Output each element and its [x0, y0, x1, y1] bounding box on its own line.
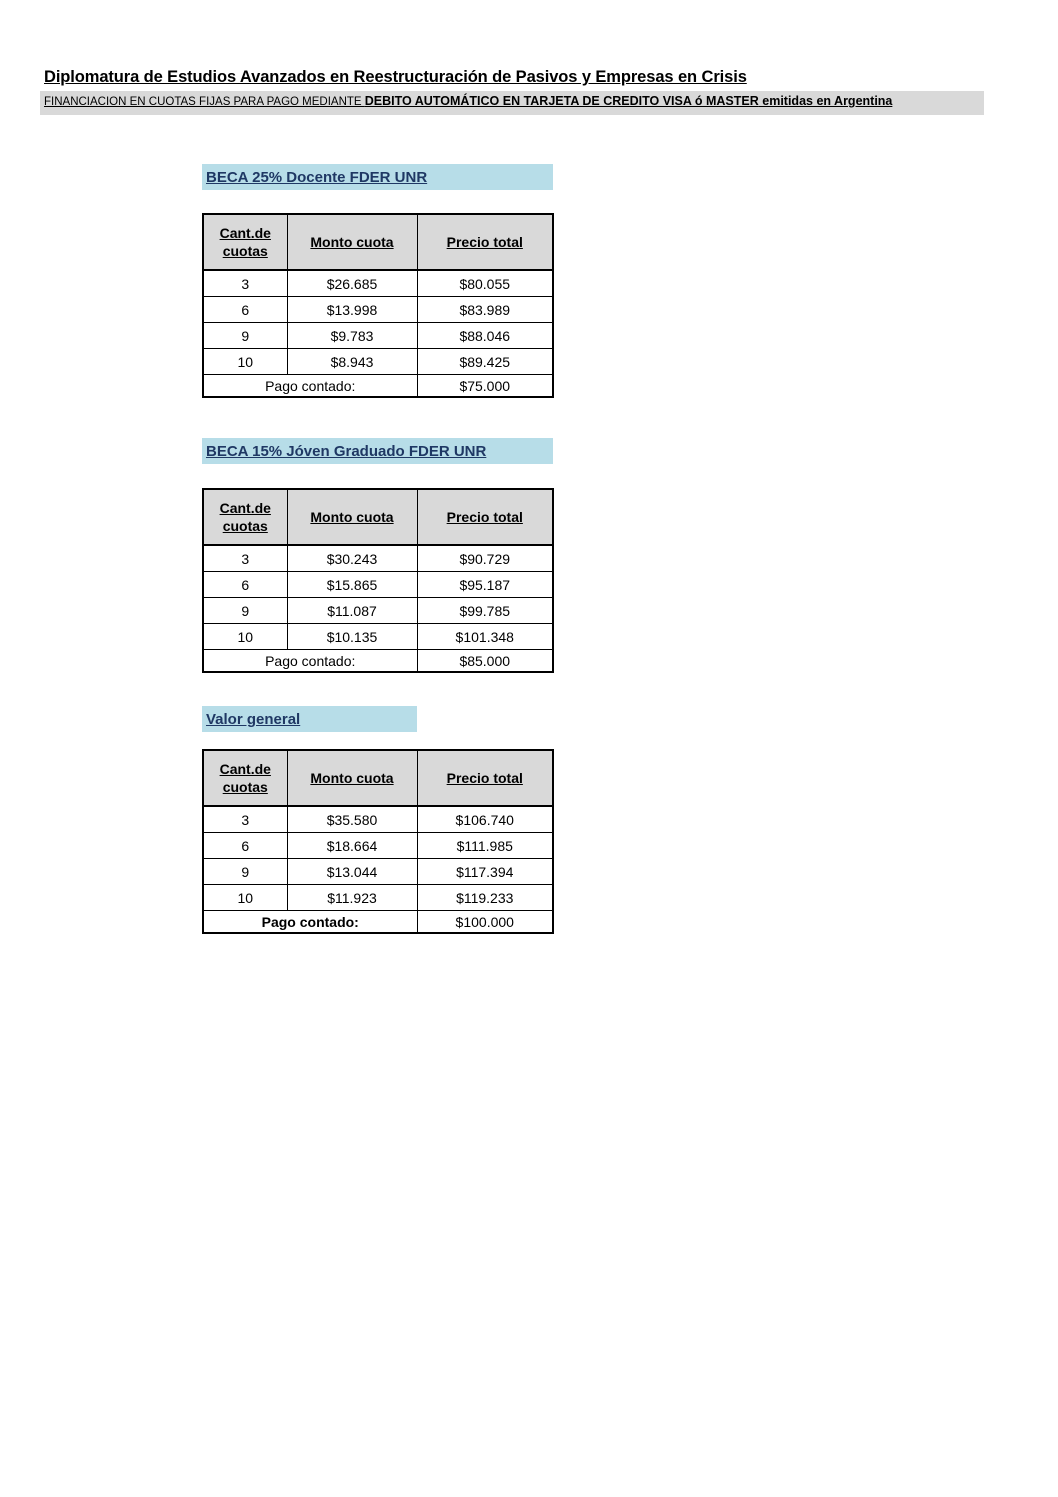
price-table-beca-25: [202, 213, 554, 398]
cell-monto: $10.135: [287, 624, 417, 650]
cell-cuotas: 10: [203, 624, 287, 650]
column-header-monto: Monto cuota: [287, 489, 417, 545]
cell-cuotas: 9: [203, 859, 287, 885]
column-header-monto: Monto cuota: [287, 214, 417, 270]
cell-monto: $8.943: [287, 349, 417, 375]
cell-precio: $90.729: [417, 545, 553, 572]
cell-precio: $106.740: [417, 806, 553, 833]
cell-precio: $101.348: [417, 624, 553, 650]
table-row: [203, 349, 553, 375]
contado-row: [203, 375, 553, 398]
cell-monto: $26.685: [287, 270, 417, 297]
cell-monto: $30.243: [287, 545, 417, 572]
cell-monto: $13.998: [287, 297, 417, 323]
table-row: [203, 859, 553, 885]
subtitle: [44, 94, 892, 108]
column-header-cuotas: Cant.de cuotas: [203, 489, 287, 545]
contado-value: $75.000: [417, 375, 553, 398]
section-title-beca-25: BECA 25% Docente FDER UNR: [202, 164, 553, 190]
column-header-cuotas: Cant.de cuotas: [203, 750, 287, 806]
table-row: [203, 833, 553, 859]
table-row: [203, 598, 553, 624]
contado-row: [203, 650, 553, 673]
column-header-monto: Monto cuota: [287, 750, 417, 806]
contado-value: $100.000: [417, 911, 553, 934]
cell-precio: $99.785: [417, 598, 553, 624]
contado-row: [203, 911, 553, 934]
cell-precio: $80.055: [417, 270, 553, 297]
cell-cuotas: 3: [203, 270, 287, 297]
table-header-row: [203, 750, 553, 806]
table-row: [203, 624, 553, 650]
subtitle-tail-text: emitidas en Argentina: [758, 94, 893, 108]
table-row: [203, 885, 553, 911]
cell-precio: $119.233: [417, 885, 553, 911]
contado-label: Pago contado:: [203, 911, 417, 934]
cell-precio: $95.187: [417, 572, 553, 598]
cell-cuotas: 3: [203, 545, 287, 572]
cell-cuotas: 9: [203, 323, 287, 349]
cell-cuotas: 10: [203, 885, 287, 911]
cell-cuotas: 6: [203, 833, 287, 859]
cell-cuotas: 10: [203, 349, 287, 375]
table-row: [203, 545, 553, 572]
cell-precio: $83.989: [417, 297, 553, 323]
table-row: [203, 297, 553, 323]
page-title: Diplomatura de Estudios Avanzados en Reestructuración de Pasivos y Empresas en Crisis: [44, 68, 747, 86]
table-row: [203, 806, 553, 833]
table-header-row: [203, 489, 553, 545]
table-header-row: [203, 214, 553, 270]
cell-cuotas: 3: [203, 806, 287, 833]
cell-monto: $11.923: [287, 885, 417, 911]
section-title-beca-15: BECA 15% Jóven Graduado FDER UNR: [202, 438, 553, 464]
column-header-cuotas: Cant.de cuotas: [203, 214, 287, 270]
column-header-precio: Precio total: [417, 750, 553, 806]
subtitle-bold-text: DEBITO AUTOMÁTICO EN TARJETA DE CREDITO VISA ó MASTER: [364, 94, 759, 108]
subtitle-light-text: FINANCIACION EN CUOTAS FIJAS PARA PAGO MEDIANTE: [44, 96, 365, 108]
contado-label: Pago contado:: [203, 375, 417, 398]
cell-precio: $89.425: [417, 349, 553, 375]
cell-cuotas: 9: [203, 598, 287, 624]
cell-precio: $111.985: [417, 833, 553, 859]
cell-precio: $117.394: [417, 859, 553, 885]
cell-monto: $11.087: [287, 598, 417, 624]
contado-label: Pago contado:: [203, 650, 417, 673]
section-title-valor-general: Valor general: [202, 706, 417, 732]
cell-monto: $13.044: [287, 859, 417, 885]
cell-monto: $9.783: [287, 323, 417, 349]
cell-precio: $88.046: [417, 323, 553, 349]
cell-cuotas: 6: [203, 572, 287, 598]
cell-monto: $35.580: [287, 806, 417, 833]
contado-value: $85.000: [417, 650, 553, 673]
table-row: [203, 270, 553, 297]
price-table-beca-15: [202, 488, 554, 673]
column-header-precio: Precio total: [417, 214, 553, 270]
column-header-precio: Precio total: [417, 489, 553, 545]
table-row: [203, 572, 553, 598]
cell-monto: $15.865: [287, 572, 417, 598]
table-row: [203, 323, 553, 349]
cell-monto: $18.664: [287, 833, 417, 859]
price-table-valor-general: [202, 749, 554, 934]
cell-cuotas: 6: [203, 297, 287, 323]
